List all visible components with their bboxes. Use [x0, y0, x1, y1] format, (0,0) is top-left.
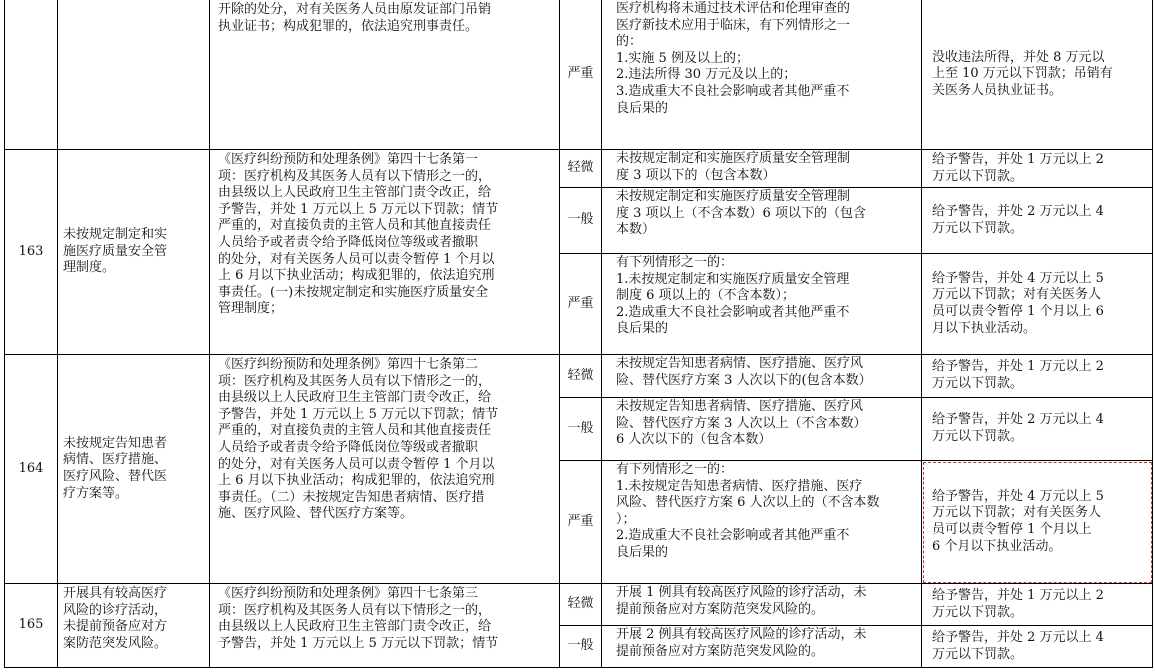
- legal-basis-line: 事责任。(一)未按规定制定和实施医疗质量安全: [218, 284, 489, 300]
- row-number: 165: [18, 617, 44, 633]
- legal-basis-line: 的处分，对有关医务人员可以责令暂停 1 个月以: [218, 251, 495, 267]
- violation-item-cell: [58, 0, 210, 150]
- penalty-standard-text: [932, 489, 1104, 555]
- violation-item-line: 风险的诊疗活动，: [63, 602, 168, 618]
- penalty-standard-line: 给予警告，并处 4 万元以上 5: [932, 270, 1104, 286]
- severity-level-cell: [560, 398, 602, 461]
- penalty-standard-line: 万元以下罚款；对有关医务人: [932, 505, 1102, 521]
- violation-item-line: 理制度。: [63, 260, 116, 276]
- penalty-standard-line: 万元以下罚款。: [932, 220, 1024, 236]
- situation-line: 2.造成重大不良社会影响或者其他严重不: [616, 528, 850, 544]
- penalty-standard-line: 给予警告，并处 4 万元以上 5: [932, 488, 1104, 504]
- severity-level-cell: [560, 254, 602, 355]
- situation-cell: [602, 584, 922, 626]
- legal-basis-line: 严重的，对直接负责的主管人员和其他直接责任: [218, 218, 492, 234]
- penalty-standard-text: [932, 588, 1104, 621]
- severity-level: 严重: [567, 295, 594, 311]
- severity-level-cell: [560, 626, 602, 668]
- situation-cell: [602, 150, 922, 188]
- penalty-standard-line: 没收违法所得，并处 8 万元以: [932, 49, 1105, 65]
- legal-basis-line: 项：医疗机构及其医务人员有以下情形之一的，: [218, 373, 492, 389]
- situation-line: ）；: [616, 511, 636, 527]
- penalty-standard-line: 给予警告，并处 2 万元以上 4: [932, 412, 1104, 428]
- situation-line: 本数）: [616, 222, 656, 238]
- violation-item-line: 开展具有较高医疗: [63, 586, 168, 601]
- legal-basis-text: [218, 357, 554, 523]
- penalty-standard-text: [932, 50, 1113, 100]
- violation-item-line: 案防范突发风险。: [63, 635, 168, 651]
- penalty-standard-line: 给予警告，并处 2 万元以上 4: [932, 629, 1104, 645]
- severity-level: 严重: [567, 513, 594, 529]
- penalty-standard-cell: [922, 188, 1153, 254]
- penalty-standard-line: 万元以下罚款。: [932, 168, 1024, 184]
- penalty-standard-cell: [922, 355, 1153, 398]
- severity-level: 轻微: [567, 596, 594, 612]
- penalty-standard-text: [932, 359, 1104, 392]
- penalty-standard-line: 万元以下罚款。: [932, 604, 1024, 620]
- situation-line: 提前预备应对方案防范突发风险的。: [616, 601, 825, 617]
- legal-basis-line: 严重的，对直接负责的主管人员和其他直接责任: [218, 423, 492, 439]
- situation-line: 6 人次以下的（包含本数）: [616, 432, 772, 448]
- penalty-standard-cell: [922, 398, 1153, 461]
- legal-basis-line: 人员给予或者责令给予降低岗位等级或者撤职: [218, 439, 479, 455]
- penalty-standard-cell: [922, 626, 1153, 668]
- penalty-standard-line: 6 个月以下执业活动。: [932, 538, 1062, 554]
- situation-line: 良后果的: [616, 544, 669, 560]
- situation-text: [616, 255, 916, 338]
- penalty-standard-text: [932, 204, 1104, 237]
- legal-basis-line: 由县级以上人民政府卫生主管部门责令改正，给: [218, 390, 492, 406]
- legal-basis-text: [218, 586, 554, 652]
- legal-basis-line: 的处分，对有关医务人员可以责令暂停 1 个月以: [218, 456, 495, 472]
- situation-line: 3.造成重大不良社会影响或者其他严重不: [616, 83, 850, 99]
- situation-line: 有下列情形之一的：: [616, 462, 734, 477]
- severity-level-cell: [560, 355, 602, 398]
- violation-item-line: 未提前预备应对方: [63, 619, 168, 635]
- legal-basis-cell: [210, 150, 560, 355]
- violation-item-text: [63, 436, 167, 502]
- legal-basis-line: 予警告，并处 1 万元以上 5 万元以下罚款；情节: [218, 201, 499, 217]
- penalty-standard-text: [932, 630, 1104, 663]
- legal-basis-line: 项：医疗机构及其医务人员有以下情形之一的，: [218, 168, 492, 184]
- violation-item-cell: [58, 355, 210, 584]
- situation-line: 风险、替代医疗方案 6 人次以上的（不含本数: [616, 495, 880, 511]
- situation-line: 提前预备应对方案防范突发风险的。: [616, 643, 825, 659]
- legal-basis-cell: [210, 0, 560, 150]
- severity-level: 一般: [567, 420, 594, 436]
- penalty-standard-line: 月以下执业活动。: [932, 320, 1037, 336]
- situation-text: [616, 462, 916, 562]
- violation-item-line: 施医疗质量安全管: [63, 243, 168, 259]
- situation-text: [616, 585, 916, 618]
- situation-cell: [602, 355, 922, 398]
- penalty-standard-line: 万元以下罚款。: [932, 429, 1024, 444]
- situation-line: 1.实施 5 例及以上的；: [616, 50, 749, 66]
- severity-level-cell: [560, 584, 602, 626]
- row-number-cell: [4, 0, 58, 150]
- penalty-standard-cell: [922, 461, 1153, 584]
- severity-level-cell: [560, 0, 602, 150]
- legal-basis-line: 予警告，并处 1 万元以上 5 万元以下罚款；情节: [218, 406, 499, 422]
- situation-line: 1.未按规定制定和实施医疗质量安全管理: [616, 271, 850, 287]
- legal-basis-cell: [210, 584, 560, 668]
- penalty-standard-text: [932, 271, 1104, 337]
- violation-item-line: 病情、医疗措施、: [63, 452, 168, 468]
- situation-line: 1.未按规定告知患者病情、医疗措施、医疗: [616, 478, 863, 494]
- situation-line: 未按规定告知患者病情、医疗措施、医疗风: [616, 356, 864, 371]
- legal-basis-line: 《医疗纠纷预防和处理条例》第四十七条第二: [218, 357, 479, 372]
- situation-line: 未按规定制定和实施医疗质量安全管理制: [616, 151, 851, 166]
- situation-line: 制度 6 项以上的（不含本数）；: [616, 288, 796, 304]
- violation-item-line: 医疗风险、替代医: [63, 469, 168, 484]
- penalty-standard-text: [932, 152, 1104, 185]
- violation-item-text: [63, 586, 167, 652]
- row-number-cell: [4, 150, 58, 355]
- violation-item-cell: [58, 584, 210, 668]
- situation-line: 险、替代医疗方案 3 人次以下的(包含本数）: [616, 372, 872, 388]
- situation-cell: [602, 461, 922, 584]
- legal-basis-line: 管理制度；: [218, 301, 284, 317]
- severity-level: 轻微: [567, 367, 594, 383]
- situation-text: [616, 189, 916, 239]
- situation-cell: [602, 0, 922, 150]
- situation-line: 2.造成重大不良社会影响或者其他严重不: [616, 304, 850, 320]
- severity-level: 一般: [567, 212, 594, 228]
- violation-item-cell: [58, 150, 210, 355]
- penalty-standard-line: 给予警告，并处 1 万元以上 2: [932, 587, 1104, 603]
- row-number: 163: [18, 243, 44, 259]
- violation-item-line: 未按规定制定和实: [63, 227, 168, 243]
- penalty-standard-text: [932, 412, 1104, 445]
- legal-basis-line: 由县级以上人民政府卫生主管部门责令改正，给: [218, 619, 492, 635]
- legal-basis-line: 项：医疗机构及其医务人员有以下情形之一的，: [218, 602, 492, 618]
- situation-line: 医疗机构将未通过技术评估和伦理审查的: [616, 1, 851, 16]
- situation-text: [616, 627, 916, 660]
- severity-level: 严重: [567, 66, 594, 82]
- situation-line: 度 3 项以下的（包含本数）: [616, 167, 776, 183]
- legal-basis-cell: [210, 355, 560, 584]
- penalty-standard-line: 给予警告，并处 1 万元以上 2: [932, 359, 1104, 375]
- penalty-standard-line: 给予警告，并处 2 万元以上 4: [932, 203, 1104, 219]
- legal-basis-line: 开除的处分，对有关医务人员由原发证部门吊销: [218, 2, 492, 17]
- penalty-standard-cell: [922, 150, 1153, 188]
- situation-text: [616, 151, 916, 184]
- situation-text: [616, 399, 916, 449]
- situation-line: 2.违法所得 30 万元及以上的；: [616, 67, 797, 83]
- situation-line: 开展 2 例具有较高医疗风险的诊疗活动，未: [616, 627, 867, 642]
- situation-line: 良后果的: [616, 100, 669, 116]
- penalty-standard-line: 万元以下罚款。: [932, 646, 1024, 662]
- legal-basis-line: 执业证书；构成犯罪的，依法追究刑事责任。: [218, 18, 479, 34]
- penalty-standard-line: 员可以责令暂停 1 个月以上: [932, 522, 1092, 537]
- situation-text: [616, 356, 916, 389]
- violation-item-line: 疗方案等。: [63, 485, 129, 501]
- situation-line: 医疗新技术应用于临床，有下列情形之一: [616, 17, 851, 33]
- severity-level-cell: [560, 150, 602, 188]
- severity-level-cell: [560, 461, 602, 584]
- penalty-standard-line: 万元以下罚款。: [932, 376, 1024, 391]
- severity-level: 一般: [567, 638, 594, 654]
- violation-item-text: [63, 227, 167, 277]
- penalty-standard-line: 万元以下罚款；对有关医务人: [932, 287, 1102, 303]
- penalty-standard-line: 上至 10 万元以下罚款；吊销有: [932, 66, 1113, 82]
- situation-line: 未按规定告知患者病情、医疗措施、医疗风: [616, 399, 864, 414]
- penalty-standard-cell: [922, 0, 1153, 150]
- situation-line: 开展 1 例具有较高医疗风险的诊疗活动，未: [616, 585, 867, 600]
- situation-cell: [602, 626, 922, 668]
- legal-basis-line: 《医疗纠纷预防和处理条例》第四十七条第一: [218, 152, 479, 167]
- legal-basis-line: 事责任。（二）未按规定告知患者病情、医疗措: [218, 489, 485, 505]
- legal-basis-line: 《医疗纠纷预防和处理条例》第四十七条第三: [218, 586, 479, 601]
- legal-basis-line: 人员给予或者责令给予降低岗位等级或者撤职: [218, 234, 479, 250]
- legal-basis-text: [218, 152, 554, 318]
- severity-level-cell: [560, 188, 602, 254]
- violation-item-line: 未按规定告知患者: [63, 435, 168, 451]
- row-number-cell: [4, 584, 58, 668]
- legal-basis-line: 施、医疗风险、替代医疗方案等。: [218, 506, 414, 522]
- situation-cell: [602, 188, 922, 254]
- legal-basis-line: 予警告，并处 1 万元以上 5 万元以下罚款；情节: [218, 635, 499, 651]
- situation-line: 有下列情形之一的：: [616, 255, 734, 270]
- legal-basis-text: [218, 2, 554, 35]
- situation-line: 度 3 项以上（不含本数）6 项以下的（包含: [616, 205, 866, 221]
- situation-line: 险、替代医疗方案 3 人次以上（不含本数）: [616, 415, 867, 431]
- row-number: 164: [18, 460, 44, 476]
- legal-basis-line: 上 6 月以下执业活动；构成犯罪的，依法追究刑: [218, 268, 495, 284]
- situation-line: 的：: [616, 34, 643, 50]
- situation-cell: [602, 254, 922, 355]
- severity-level: 轻微: [567, 160, 594, 176]
- penalty-standard-line: 给予警告，并处 1 万元以上 2: [932, 151, 1104, 167]
- situation-line: 未按规定制定和实施医疗质量安全管理制: [616, 189, 851, 204]
- situation-line: 良后果的: [616, 321, 669, 337]
- penalty-standard-cell: [922, 584, 1153, 626]
- situation-text: [616, 1, 916, 117]
- penalty-standard-line: 关医务人员执业证书。: [932, 82, 1063, 98]
- penalty-standard-cell: [922, 254, 1153, 355]
- legal-basis-line: 上 6 月以下执业活动；构成犯罪的，依法追究刑: [218, 473, 495, 489]
- row-number-cell: [4, 355, 58, 584]
- situation-cell: [602, 398, 922, 461]
- legal-basis-line: 由县级以上人民政府卫生主管部门责令改正，给: [218, 185, 492, 201]
- penalty-standard-line: 员可以责令暂停 1 个月以上 6: [932, 304, 1104, 319]
